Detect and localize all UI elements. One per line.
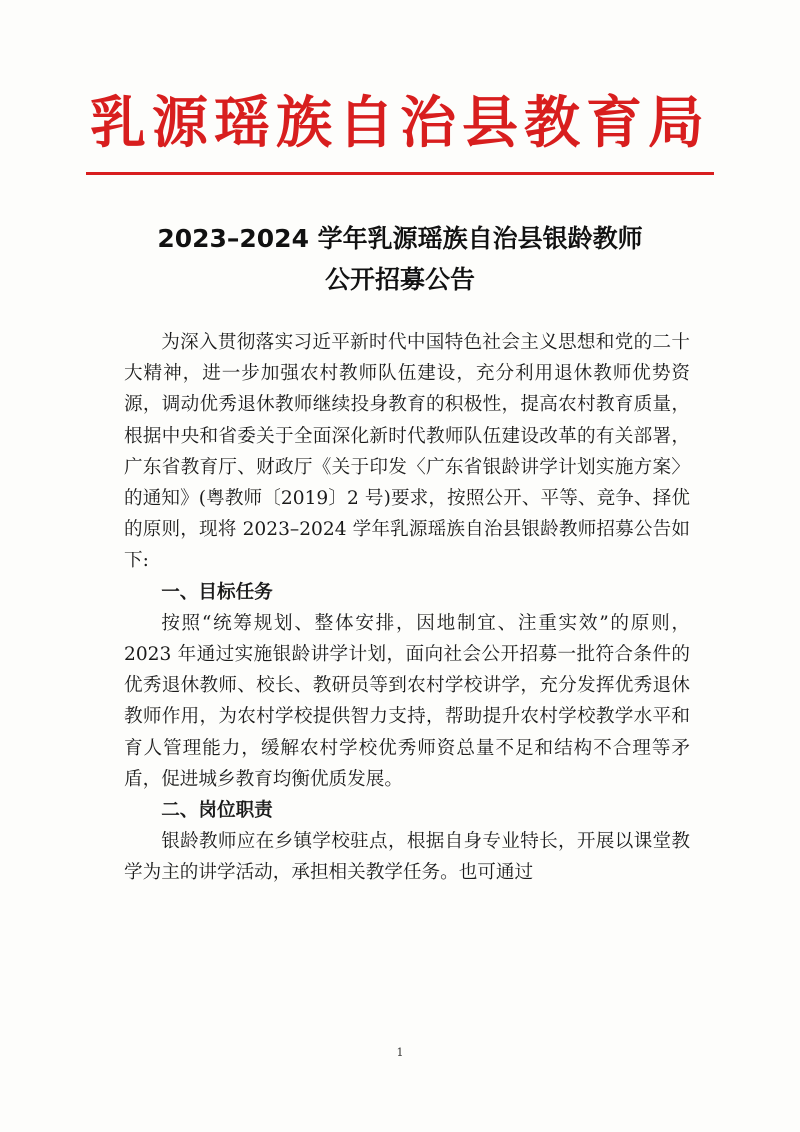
section-1-paragraph: 按照“统筹规划、整体安排，因地制宜、注重实效”的原则，2023 年通过实施银龄讲学计划，面向社会公开招募一批符合条件的优秀退休教师、校长、教研员等到农村学校讲学，充分发挥优秀退休教师作用，为农村学校提供智力支持，帮助提升农村学校教学水平和育人管理能力，缓解农村学校优秀师资总量不足和结构不合理等矛盾，促进城乡教育均衡优质发展。	[124, 612, 690, 790]
intro-paragraph: 为深入贯彻落实习近平新时代中国特色社会主义思想和党的二十大精神，进一步加强农村教师队伍建设，充分利用退休教师优势资源，调动优秀退休教师继续投身教育的积极性，提高农村教育质量，根据中央和省委关于全面深化新时代教师队伍建设改革的有关部署，广东省教育厅、财政厅《关于印发〈广东省银龄讲学计划实施方案〉的通知》(粤教师〔2019〕2 号)要求，按照公开、平等、竞争、择优的原则，现将 2023–2024 学年乳源瑶族自治县银龄教师招募公告如下:	[124, 332, 690, 572]
document-title	[90, 218, 710, 300]
letterhead-red-rule	[86, 172, 714, 175]
title-line-2: 公开招募公告	[324, 265, 475, 294]
section-2-heading: 二、岗位职责	[161, 800, 273, 822]
section-2-paragraph: 银龄教师应在乡镇学校驻点，根据自身专业特长，开展以课堂教学为主的讲学活动，承担相关教学任务。也可通过	[124, 831, 690, 884]
document-body	[124, 327, 690, 889]
section-1-heading: 一、目标任务	[161, 581, 273, 603]
title-line-1: 2023–2024 学年乳源瑶族自治县银龄教师	[157, 224, 643, 253]
letterhead-org-name: 乳源瑶族自治县教育局	[90, 90, 710, 156]
page-number: 1	[396, 1046, 404, 1059]
